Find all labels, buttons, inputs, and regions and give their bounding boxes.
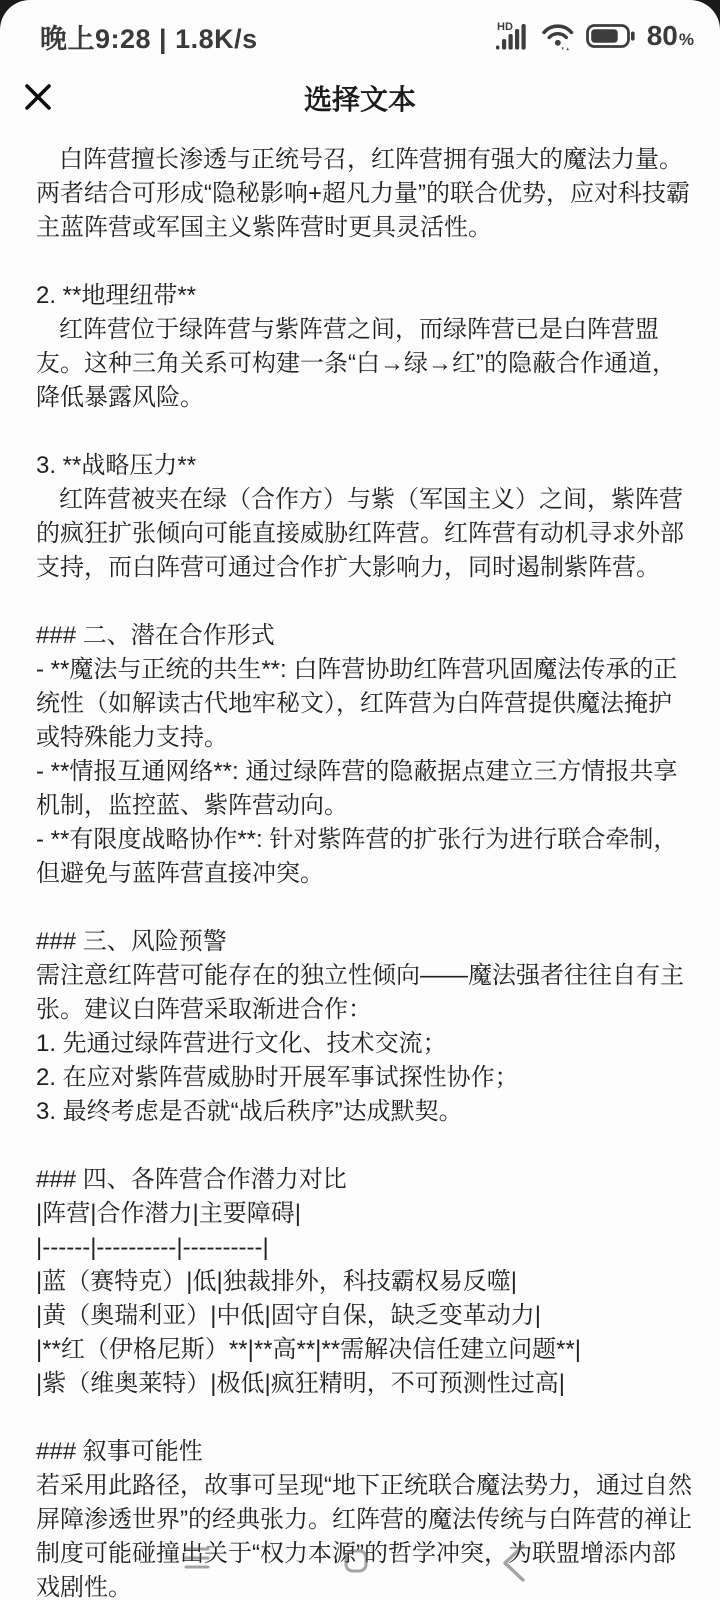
wifi-icon [541,21,575,51]
text-line[interactable]: 2. 在应对紫阵营威胁时开展军事试探性协作； [36,1064,519,1091]
text-line[interactable]: 白阵营擅长渗透与正统号召，红阵营拥有强大的魔法力量。两者结合可形成“隐秘影响+超凡力量”的联合优势，应对科技霸主蓝阵营或军国主义紫阵营时更具灵活性。 [36,146,690,241]
text-line[interactable]: ### 四、各阵营合作潜力对比 [36,1166,347,1193]
close-icon[interactable] [22,81,54,113]
text-line[interactable]: - **有限度战略协作**: 针对紫阵营的扩张行为进行联合牵制，但避免与蓝阵营直接冲突。 [36,826,678,887]
page-title: 选择文本 [303,84,416,115]
text-line[interactable]: |紫（维奥莱特）|极低|疯狂精明，不可预测性过高| [36,1370,565,1397]
text-line[interactable]: |蓝（赛特克）|低|独裁排外，科技霸权易反噬| [36,1268,517,1295]
text-line[interactable]: |阵营|合作潜力|主要障碍| [36,1200,301,1227]
text-line[interactable]: 红阵营位于绿阵营与紫阵营之间，而绿阵营已是白阵营盟友。这种三角关系可构建一条“白→绿→红”的隐蔽合作通道，降低暴露风险。 [36,316,676,411]
blank-line [36,585,692,619]
text-line[interactable]: 3. 最终考虑是否就“战后秩序”达成默契。 [36,1098,463,1125]
battery-icon [586,22,636,50]
hd-label: HD [496,21,513,33]
text-line[interactable]: ### 叙事可能性 [36,1438,203,1465]
blank-line [36,891,692,925]
text-line[interactable]: 2. **地理纽带** [36,282,197,309]
text-line[interactable]: 需注意红阵营可能存在的独立性倾向——魔法强者往往自有主张。建议白阵营采取渐进合作： [36,962,684,1023]
blank-line [36,245,692,279]
header [0,74,720,122]
text-line[interactable]: - **情报互通网络**: 通过绿阵营的隐蔽据点建立三方情报共享机制，监控蓝、紫阵营动向。 [36,758,678,819]
blank-line [36,415,692,449]
text-line[interactable]: 1. 先通过绿阵营进行文化、技术交流； [36,1030,447,1057]
text-line[interactable]: |**红（伊格尼斯）**|**高**|**需解决信任建立问题**| [36,1336,582,1363]
text-line[interactable]: - **魔法与正统的共生**: 白阵营协助红阵营巩固魔法传承的正统性（如解读古代地牢秘文），红阵营为白阵营提供魔法掩护或特殊能力支持。 [36,656,678,751]
text-line[interactable]: ### 三、风险预警 [36,928,227,955]
blank-line [36,1401,692,1435]
document-content[interactable] [36,143,692,1600]
text-line[interactable]: 3. **战略压力** [36,452,197,479]
text-line[interactable]: 若采用此路径，故事可呈现“地下正统联合魔法势力，通过自然屏障渗透世界”的经典张力。红阵营的魔法传统与白阵营的禅让制度可能碰撞出关于“权力本源”的哲学冲突，为联盟增添内部戏剧性。 [36,1472,692,1600]
text-line[interactable]: |黄（奥瑞利亚）|中低|固守自保，缺乏变革动力| [36,1302,541,1329]
text-line[interactable]: ### 二、潜在合作形式 [36,622,275,649]
battery-percent: 80 % [646,20,694,51]
text-line[interactable]: 红阵营被夹在绿（合作方）与紫（军国主义）之间，紫阵营的疯狂扩张倾向可能直接威胁红阵营。红阵营有动机寻求外部支持，而白阵营可通过合作扩大影响力，同时遏制紫阵营。 [36,486,684,581]
blank-line [36,1129,692,1163]
text-line[interactable]: |------|----------|----------| [36,1234,269,1261]
cellular-signal-icon [490,20,530,52]
status-time-netspeed: 晚上9:28 | 1.8K/s [40,23,258,54]
status-bar [40,16,694,56]
